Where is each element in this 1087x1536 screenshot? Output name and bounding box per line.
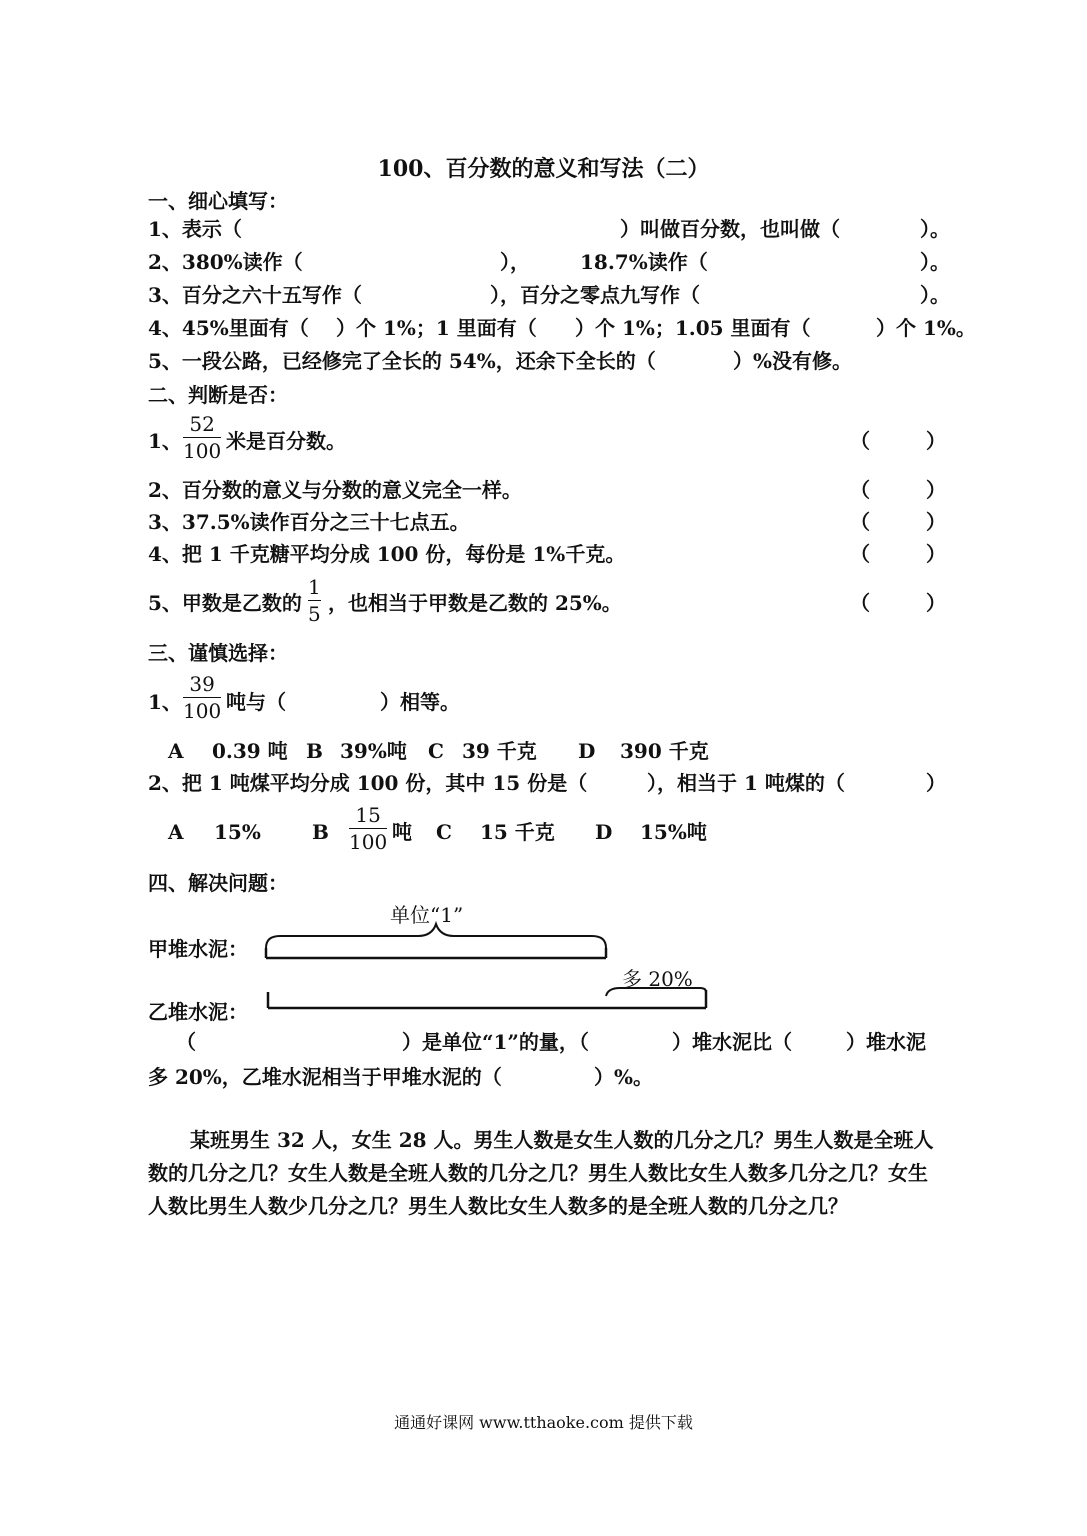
choose-q1-number: 1、 — [148, 690, 182, 714]
fill-q3-part1: 3、百分之六十五写作（ — [148, 283, 362, 307]
section-heading-fill: 一、细心填写： — [148, 189, 288, 213]
solve-q-part-d: ）堆水泥 — [846, 1030, 926, 1054]
fill-q2-part2: ）， — [500, 250, 530, 274]
fraction-numerator: 39 — [189, 672, 215, 696]
fraction-denominator: 5 — [308, 602, 321, 626]
fill-q4-part1: 4、45%里面有（ — [148, 316, 309, 340]
fill-q4-part3: ）个 1%；1.05 里面有（ — [575, 316, 811, 340]
fraction-numerator: 1 — [308, 575, 321, 599]
choose-q2-option-b-letter: B — [312, 820, 329, 844]
judge-q4-text: 4、把 1 千克糖平均分成 100 份，每份是 1%千克。 — [148, 542, 626, 566]
judge-q2-text: 2、百分数的意义与分数的意义完全一样。 — [148, 478, 522, 502]
section-heading-choose: 三、谨慎选择： — [148, 641, 288, 665]
pile-a-label: 甲堆水泥： — [148, 937, 248, 961]
choose-q2-option-c-letter: C — [436, 820, 452, 844]
unit-one-brace — [266, 924, 606, 948]
fill-q5-part1: 5、一段公路，已经修完了全长的 54%，还余下全长的（ — [148, 349, 656, 373]
choose-q2-text-a: 2、把 1 吨煤平均分成 100 份，其中 15 份是（ — [148, 771, 588, 795]
judge-q1-number: 1、 — [148, 429, 182, 453]
fill-q1-part2: ）叫做百分数，也叫做（ — [620, 217, 840, 241]
solve-q-part-e: 多 20%，乙堆水泥相当于甲堆水泥的（ — [148, 1065, 502, 1089]
choose-q2-text-c: ） — [926, 771, 946, 795]
choose-q2-option-b-value: 吨 — [392, 820, 412, 844]
choose-q2-text-b: ），相当于 1 吨煤的（ — [647, 771, 845, 795]
choose-q1-option-b-value: 39%吨 — [340, 739, 407, 763]
judge-q5-post: ，也相当于甲数是乙数的 25%。 — [328, 591, 622, 615]
judge-q4-paren-open: （ — [850, 542, 870, 566]
section-heading-solve: 四、解决问题： — [148, 871, 288, 895]
judge-q5-pre: 5、甲数是乙数的 — [148, 591, 302, 615]
judge-q2-paren-close: ） — [926, 478, 946, 502]
judge-q5-paren-open: （ — [850, 591, 870, 615]
solve-q-part-a: （ — [176, 1030, 196, 1054]
solve-q-part-b: ）是单位“1”的量，（ — [402, 1030, 589, 1054]
choose-q1-option-c-value: 39 千克 — [462, 739, 537, 763]
fraction-denominator: 100 — [183, 439, 222, 463]
fraction-numerator: 15 — [355, 803, 381, 827]
fill-q2-part3: 18.7%读作（ — [580, 250, 708, 274]
fill-q3-part3: ）。 — [920, 283, 950, 307]
fill-q2-part1: 2、380%读作（ — [148, 250, 303, 274]
solve-q-part-f: ）%。 — [594, 1065, 654, 1089]
fraction-denominator: 100 — [349, 830, 388, 854]
judge-q1-text: 米是百分数。 — [226, 429, 346, 453]
judge-q3-paren-close: ） — [926, 510, 946, 534]
choose-q2-option-c-value: 15 千克 — [480, 820, 555, 844]
fill-q1-part1: 1、表示（ — [148, 217, 242, 241]
fraction-denominator: 100 — [183, 699, 222, 723]
choose-q2-option-d-letter: D — [595, 820, 613, 844]
more-20-percent-label: 多 20% — [622, 967, 693, 991]
fraction-numerator: 52 — [189, 412, 215, 436]
choose-q2-option-a-value: 15% — [214, 820, 261, 844]
fill-q4-part4: ）个 1%。 — [876, 316, 976, 340]
choose-q1-text-b: ）相等。 — [380, 690, 460, 714]
word-problem: 某班男生 32 人，女生 28 人。男生人数是女生人数的几分之几？男生人数是全班人数的几分之几？女生人数是全班人数的几分之几？男生人数比女生人数多几分之几？女生人数比男生人数少几分之几？男生人数比女生人数多的是全班人数的几分之几？ — [148, 1128, 934, 1218]
solve-q-part-c: ）堆水泥比（ — [672, 1030, 792, 1054]
choose-q1-text-a: 吨与（ — [226, 690, 286, 714]
choose-q1-option-a-value: 0.39 吨 — [212, 739, 288, 763]
choose-q1-option-a-letter: A — [168, 739, 184, 763]
judge-q1-paren-close: ） — [926, 429, 946, 453]
more-20-brace — [606, 988, 706, 996]
judge-q3-text: 3、37.5%读作百分之三十七点五。 — [148, 510, 470, 534]
judge-q3-paren-open: （ — [850, 510, 870, 534]
judge-q5-paren-close: ） — [926, 591, 946, 615]
fill-q4-part2: ）个 1%；1 里面有（ — [336, 316, 537, 340]
choose-q2-option-a-letter: A — [168, 820, 184, 844]
footer-credit: 通通好课网 www.tthaoke.com 提供下载 — [394, 1413, 693, 1432]
page-title: 100、百分数的意义和写法（二） — [377, 156, 710, 182]
judge-q2-paren-open: （ — [850, 478, 870, 502]
judge-q1-paren-open: （ — [850, 429, 870, 453]
judge-q4-paren-close: ） — [926, 542, 946, 566]
fill-q2-part4: ）。 — [920, 250, 950, 274]
choose-q1-option-d-letter: D — [578, 739, 596, 763]
fill-q1-part3: ）。 — [920, 217, 950, 241]
fill-q3-part2: ），百分之零点九写作（ — [490, 283, 700, 307]
choose-q1-option-b-letter: B — [306, 739, 323, 763]
choose-q1-option-d-value: 390 千克 — [620, 739, 709, 763]
section-heading-judge: 二、判断是否： — [148, 383, 288, 407]
choose-q1-option-c-letter: C — [428, 739, 444, 763]
choose-q2-option-d-value: 15%吨 — [640, 820, 707, 844]
fill-q5-part2: ）%没有修。 — [733, 349, 853, 373]
pile-b-label: 乙堆水泥： — [148, 1000, 248, 1024]
unit-one-label: 单位“1” — [390, 903, 464, 927]
